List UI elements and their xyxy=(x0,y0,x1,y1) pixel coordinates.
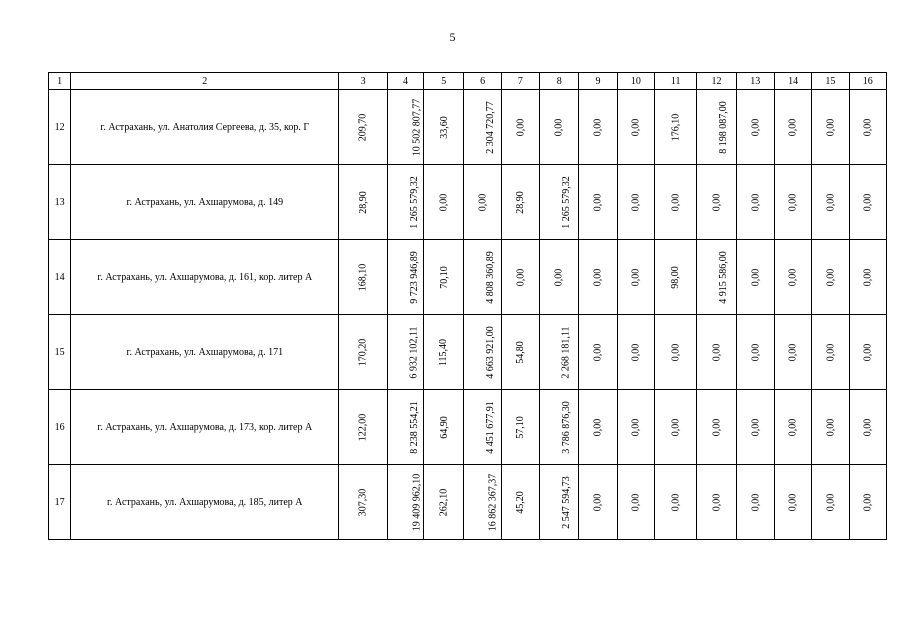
value-cell xyxy=(540,90,579,165)
value-text: 28,90 xyxy=(357,190,369,214)
value-cell xyxy=(812,165,849,240)
value-cell xyxy=(339,165,387,240)
value-text: 0,00 xyxy=(710,193,722,211)
value-cell xyxy=(812,390,849,465)
value-cell xyxy=(617,390,654,465)
value-text: 1 265 579,32 xyxy=(408,175,420,229)
value-cell xyxy=(654,315,696,390)
value-cell xyxy=(654,240,696,315)
row-number: 15 xyxy=(49,315,71,390)
value-cell xyxy=(387,240,423,315)
header-cell: 8 xyxy=(540,73,579,90)
value-text: 0,00 xyxy=(749,418,761,436)
value-text: 0,00 xyxy=(824,418,836,436)
value-text: 262,10 xyxy=(438,488,450,516)
value-cell xyxy=(387,90,423,165)
value-cell xyxy=(774,165,811,240)
value-cell xyxy=(812,240,849,315)
header-cell: 3 xyxy=(339,73,387,90)
value-text: 98,00 xyxy=(670,265,682,289)
value-cell xyxy=(540,390,579,465)
header-cell: 15 xyxy=(812,73,849,90)
address-cell: г. Астрахань, ул. Ахшарумова, д. 173, кор. литер А xyxy=(71,390,339,465)
value-cell xyxy=(464,390,501,465)
value-cell xyxy=(654,465,696,540)
value-cell xyxy=(464,165,501,240)
value-cell xyxy=(774,240,811,315)
value-text: 0,00 xyxy=(630,193,642,211)
value-cell xyxy=(579,315,617,390)
value-cell xyxy=(501,315,539,390)
value-cell xyxy=(654,165,696,240)
value-cell xyxy=(424,315,464,390)
value-cell xyxy=(424,165,464,240)
value-cell xyxy=(339,390,387,465)
value-text: 0,00 xyxy=(553,118,565,136)
value-cell xyxy=(697,90,736,165)
value-cell xyxy=(849,90,886,165)
value-cell xyxy=(736,90,774,165)
value-cell xyxy=(424,465,464,540)
table-row xyxy=(49,165,887,240)
value-cell xyxy=(540,165,579,240)
row-number: 13 xyxy=(49,165,71,240)
value-text: 0,00 xyxy=(592,343,604,361)
value-text: 0,00 xyxy=(824,268,836,286)
value-text: 0,00 xyxy=(670,493,682,511)
value-text: 16 862 367,37 xyxy=(487,473,499,531)
value-cell xyxy=(849,315,886,390)
value-cell xyxy=(812,465,849,540)
value-text: 0,00 xyxy=(630,118,642,136)
value-cell xyxy=(774,90,811,165)
value-cell xyxy=(339,90,387,165)
value-text: 0,00 xyxy=(862,118,874,136)
value-text: 0,00 xyxy=(787,268,799,286)
table-row xyxy=(49,390,887,465)
row-number: 12 xyxy=(49,90,71,165)
value-text: 170,20 xyxy=(357,338,369,366)
value-cell xyxy=(736,315,774,390)
value-text: 0,00 xyxy=(592,418,604,436)
value-text: 0,00 xyxy=(749,493,761,511)
value-text: 0,00 xyxy=(592,268,604,286)
value-cell xyxy=(387,465,423,540)
header-row xyxy=(49,73,887,90)
value-text: 307,30 xyxy=(357,488,369,516)
value-text: 0,00 xyxy=(438,193,450,211)
value-text: 0,00 xyxy=(630,418,642,436)
value-text: 0,00 xyxy=(670,343,682,361)
value-cell xyxy=(849,165,886,240)
value-text: 209,70 xyxy=(357,113,369,141)
value-cell xyxy=(697,315,736,390)
value-text: 0,00 xyxy=(630,343,642,361)
value-text: 0,00 xyxy=(670,418,682,436)
value-cell xyxy=(736,465,774,540)
value-text: 0,00 xyxy=(862,268,874,286)
table-row xyxy=(49,315,887,390)
value-cell xyxy=(540,240,579,315)
value-text: 2 547 594,73 xyxy=(560,475,572,529)
value-text: 0,00 xyxy=(824,193,836,211)
value-cell xyxy=(501,240,539,315)
value-cell xyxy=(339,240,387,315)
value-cell xyxy=(464,90,501,165)
value-cell xyxy=(540,465,579,540)
value-text: 9 723 946,89 xyxy=(408,250,420,304)
value-text: 0,00 xyxy=(592,493,604,511)
value-cell xyxy=(387,165,423,240)
value-text: 122,00 xyxy=(357,413,369,441)
value-cell xyxy=(387,390,423,465)
value-text: 0,00 xyxy=(787,193,799,211)
value-text: 0,00 xyxy=(787,493,799,511)
address-cell: г. Астрахань, ул. Ахшарумова, д. 149 xyxy=(71,165,339,240)
header-cell: 13 xyxy=(736,73,774,90)
value-cell xyxy=(697,390,736,465)
value-text: 2 268 181,11 xyxy=(560,325,572,379)
value-cell xyxy=(424,240,464,315)
value-text: 176,10 xyxy=(670,113,682,141)
header-cell: 2 xyxy=(71,73,339,90)
value-cell xyxy=(697,240,736,315)
value-text: 0,00 xyxy=(592,193,604,211)
value-cell xyxy=(617,165,654,240)
address-cell: г. Астрахань, ул. Ахшарумова, д. 161, кор. литер А xyxy=(71,240,339,315)
address-cell: г. Астрахань, ул. Анатолия Сергеева, д. 35, кор. Г xyxy=(71,90,339,165)
value-cell xyxy=(387,315,423,390)
value-text: 0,00 xyxy=(824,343,836,361)
header-cell: 14 xyxy=(774,73,811,90)
value-cell xyxy=(540,315,579,390)
value-text: 0,00 xyxy=(749,343,761,361)
value-text: 0,00 xyxy=(710,343,722,361)
value-text: 4 451 677,91 xyxy=(485,400,497,454)
value-cell xyxy=(579,165,617,240)
value-text: 0,00 xyxy=(862,343,874,361)
table-row xyxy=(49,465,887,540)
value-cell xyxy=(654,90,696,165)
address-cell: г. Астрахань, ул. Ахшарумова, д. 171 xyxy=(71,315,339,390)
value-cell xyxy=(736,390,774,465)
value-text: 6 932 102,11 xyxy=(408,325,420,379)
value-cell xyxy=(579,465,617,540)
header-cell: 10 xyxy=(617,73,654,90)
header-cell: 4 xyxy=(387,73,423,90)
value-text: 0,00 xyxy=(749,118,761,136)
value-text: 0,00 xyxy=(477,193,489,211)
value-cell xyxy=(424,90,464,165)
value-text: 54,80 xyxy=(514,340,526,364)
header-cell: 5 xyxy=(424,73,464,90)
header-cell: 9 xyxy=(579,73,617,90)
value-text: 0,00 xyxy=(824,118,836,136)
value-cell xyxy=(849,390,886,465)
value-text: 64,90 xyxy=(438,415,450,439)
value-cell xyxy=(774,465,811,540)
value-text: 10 502 807,77 xyxy=(411,98,423,156)
value-text: 57,10 xyxy=(514,415,526,439)
value-text: 33,60 xyxy=(438,115,450,139)
value-cell xyxy=(579,240,617,315)
value-text: 4 663 921,00 xyxy=(485,325,497,379)
value-cell xyxy=(774,315,811,390)
value-cell xyxy=(812,315,849,390)
value-cell xyxy=(849,240,886,315)
value-text: 115,40 xyxy=(438,338,450,366)
value-cell xyxy=(579,90,617,165)
table-row xyxy=(49,240,887,315)
value-cell xyxy=(424,390,464,465)
value-text: 0,00 xyxy=(824,493,836,511)
value-text: 168,10 xyxy=(357,263,369,291)
value-text: 4 808 360,89 xyxy=(485,250,497,304)
value-text: 19 409 962,10 xyxy=(411,473,423,531)
value-cell xyxy=(501,465,539,540)
value-text: 0,00 xyxy=(787,418,799,436)
value-text: 0,00 xyxy=(630,493,642,511)
value-cell xyxy=(501,390,539,465)
value-cell xyxy=(464,465,501,540)
value-text: 0,00 xyxy=(749,268,761,286)
data-table xyxy=(48,72,887,540)
value-text: 0,00 xyxy=(862,418,874,436)
value-text: 0,00 xyxy=(710,418,722,436)
value-cell xyxy=(654,390,696,465)
value-text: 0,00 xyxy=(787,118,799,136)
value-text: 0,00 xyxy=(553,268,565,286)
header-cell: 16 xyxy=(849,73,886,90)
header-cell: 1 xyxy=(49,73,71,90)
value-text: 0,00 xyxy=(710,493,722,511)
value-cell xyxy=(339,465,387,540)
value-cell xyxy=(617,240,654,315)
page-number: 5 xyxy=(449,30,456,44)
value-cell xyxy=(501,165,539,240)
value-cell xyxy=(812,90,849,165)
value-text: 0,00 xyxy=(670,193,682,211)
value-cell xyxy=(697,165,736,240)
value-text: 2 304 720,77 xyxy=(485,100,497,154)
value-text: 0,00 xyxy=(862,193,874,211)
value-text: 0,00 xyxy=(630,268,642,286)
value-cell xyxy=(579,390,617,465)
row-number: 14 xyxy=(49,240,71,315)
value-cell xyxy=(339,315,387,390)
value-text: 8 198 087,00 xyxy=(718,100,730,154)
header-cell: 6 xyxy=(464,73,501,90)
value-text: 0,00 xyxy=(514,268,526,286)
value-text: 1 265 579,32 xyxy=(560,175,572,229)
value-text: 3 786 876,30 xyxy=(560,400,572,454)
value-text: 70,10 xyxy=(438,265,450,289)
value-cell xyxy=(464,315,501,390)
value-cell xyxy=(736,165,774,240)
row-number: 17 xyxy=(49,465,71,540)
value-text: 0,00 xyxy=(862,493,874,511)
value-text: 0,00 xyxy=(514,118,526,136)
value-cell xyxy=(617,315,654,390)
address-cell: г. Астрахань, ул. Ахшарумова, д. 185, литер А xyxy=(71,465,339,540)
value-text: 28,90 xyxy=(514,190,526,214)
header-cell: 12 xyxy=(697,73,736,90)
value-text: 0,00 xyxy=(749,193,761,211)
value-cell xyxy=(774,390,811,465)
value-text: 45,20 xyxy=(514,490,526,514)
value-cell xyxy=(464,240,501,315)
row-number: 16 xyxy=(49,390,71,465)
value-text: 0,00 xyxy=(787,343,799,361)
value-cell xyxy=(501,90,539,165)
value-cell xyxy=(697,465,736,540)
table-row xyxy=(49,90,887,165)
value-cell xyxy=(736,240,774,315)
value-cell xyxy=(617,465,654,540)
header-cell: 11 xyxy=(654,73,696,90)
header-cell: 7 xyxy=(501,73,539,90)
value-text: 0,00 xyxy=(592,118,604,136)
value-cell xyxy=(617,90,654,165)
value-text: 4 915 586,00 xyxy=(718,250,730,304)
value-cell xyxy=(849,465,886,540)
value-text: 8 238 554,21 xyxy=(408,400,420,454)
